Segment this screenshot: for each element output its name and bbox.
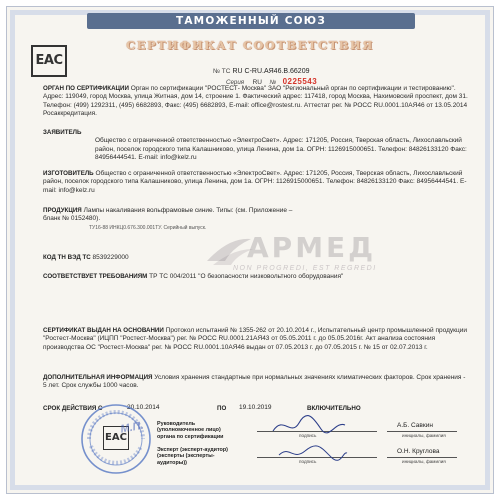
applicant-label: ЗАЯВИТЕЛЬ (43, 129, 82, 136)
validity-to-label: ПО (217, 405, 227, 412)
extra-info-section (43, 374, 469, 391)
expert-name: О.Н. Круглова (397, 448, 440, 455)
expert-handwritten-signature-icon (273, 437, 353, 467)
certificate-page (6, 6, 494, 494)
expert-name-line (387, 457, 457, 458)
product-note: ТУ16-88 ИНКЦ0.676.300.001ТУ. Серийный выпуск. (89, 224, 207, 231)
validity-from-label: СРОК ДЕЙСТВИЯ С (43, 405, 103, 412)
head-signature-caption: подпись (299, 433, 317, 438)
eac-mark-stamp: EAC (103, 426, 129, 450)
expert-signature-label: Эксперт (эксперт-аудитор) (эксперты (эксперты-аудиторы)) (157, 447, 228, 466)
extra-info-text: Условия хранения стандартные при нормальных значениях климатических факторов. Срок хранения - 5 лет. Срок службы 1000 часов. (43, 374, 466, 390)
certificate-title: СЕРТИФИКАТ СООТВЕТСТВИЯ (126, 38, 374, 52)
serial-prefix: № (269, 79, 277, 86)
expert-signature-caption: подпись (299, 459, 317, 464)
applicant-text: Общество с ограниченной ответственностью «ЭлектроСвет». Адрес: 171205, Россия, Тверская область, Лихославльский район, поселок городского типа Калашниково, улица Ленина, дом 1а. ОГРН: 1126915000651. Телефон: 84826133120 Факс: 84956444541. E-mail: info@kelz.ru (95, 137, 467, 162)
head-name-line (387, 431, 457, 432)
head-name: А.Б. Савкин (397, 422, 433, 429)
head-name-caption: инициалы, фамилия (402, 433, 446, 438)
armed-watermark (203, 229, 403, 275)
validity-from-date: 20.10.2014 (127, 404, 160, 411)
watermark-word: АРМЕД (247, 231, 377, 264)
basis-label: СЕРТИФИКАТ ВЫДАН НА ОСНОВАНИИ (43, 327, 164, 334)
applicant-section (43, 129, 469, 163)
number-value: RU C-RU.AЯ46.B.66209 (232, 68, 310, 75)
basis-section (43, 327, 469, 352)
number-prefix: № ТС (213, 68, 231, 75)
requirements-label: СООТВЕТСТВУЕТ ТРЕБОВАНИЯМ (43, 273, 148, 280)
tnved-label: КОД ТН ВЭД ТС (43, 254, 91, 261)
requirements-section (43, 273, 469, 281)
requirements-text: ТР ТС 004/2011 "О безопасности низковольтного оборудования" (149, 273, 344, 280)
basis-text: Протокол испытаний № 1355-262 от 20.10.2014 г., Испытательный центр промышленной продукции "Ростест-Москва" (ИЦПП "Ростест-Москва") рег. № РОСС RU.0001.21АЯ43 от 05.05.2011 г. до 05.05.2016г. Акт анализа состояния производства ОС "Ростест-Москва" рег. № РОСС RU.0001.10АЯ46 выдан от 07.05.2013 г. до 07.05.2015 г. № 15 от 02.07.2013 г. (43, 327, 467, 351)
manufacturer-section (43, 170, 469, 195)
validity-to-date: 19.10.2019 (239, 404, 272, 411)
tnved-section (43, 254, 469, 262)
eac-mark: EAC (31, 45, 67, 77)
head-signature-label: Руководитель (уполномоченное лицо) органа по сертификации (157, 421, 224, 440)
watermark-motto: NON PROGREDI, EST REGREDI (233, 265, 377, 272)
stamp-letters: М.П. (119, 419, 145, 436)
serial-number: 0225543 (282, 77, 318, 86)
cert-body-label: ОРГАН ПО СЕРТИФИКАЦИИ (43, 85, 129, 92)
manufacturer-text: Общество с ограниченной ответственностью «ЭлектроСвет». Адрес: 171205, Россия, Тверская область, Лихославльский район, поселок городского типа Калашниково, улица Ленина, дом 1а. ОГРН: 1126915000651. Телефон: 84826133120 Факс: 84956444541. E-mail: info@kelz.ru (43, 170, 467, 194)
cert-body-section (43, 85, 469, 119)
product-text: Лампы накаливания вольфрамовые синие. Типы: (см. Приложение – бланк № 0152480). (43, 207, 293, 223)
extra-info-label: ДОПОЛНИТЕЛЬНАЯ ИНФОРМАЦИЯ (43, 374, 153, 381)
manufacturer-label: ИЗГОТОВИТЕЛЬ (43, 170, 94, 177)
validity-inclusive: ВКЛЮЧИТЕЛЬНО (307, 405, 361, 412)
expert-name-caption: инициалы, фамилия (402, 459, 446, 464)
customs-union-banner: ТАМОЖЕННЫЙ СОЮЗ (87, 13, 415, 29)
product-label: ПРОДУКЦИЯ (43, 207, 82, 214)
series-label: Серия (226, 79, 245, 86)
tnved-code: 8539229000 (92, 254, 129, 261)
series-code: RU (252, 79, 262, 86)
cert-body-text: Орган по сертификации "РОСТЕСТ- Москва" ЗАО "Региональный орган по сертификации и тестированию". Адрес: 119049, город Москва, улица Житная, дом 14, строение 1. Фактический адрес: 117418, город Москва, Нахимовский проспект, дом 31. Телефон: (499) 1292311, (495) 6682893, Факс: (495) 6682893, E-mail: office@rostest.ru. Аттестат рег. № РОСС RU.0001.10АЯ46 от 13.05.2014 Росаккредитация. (43, 85, 468, 118)
